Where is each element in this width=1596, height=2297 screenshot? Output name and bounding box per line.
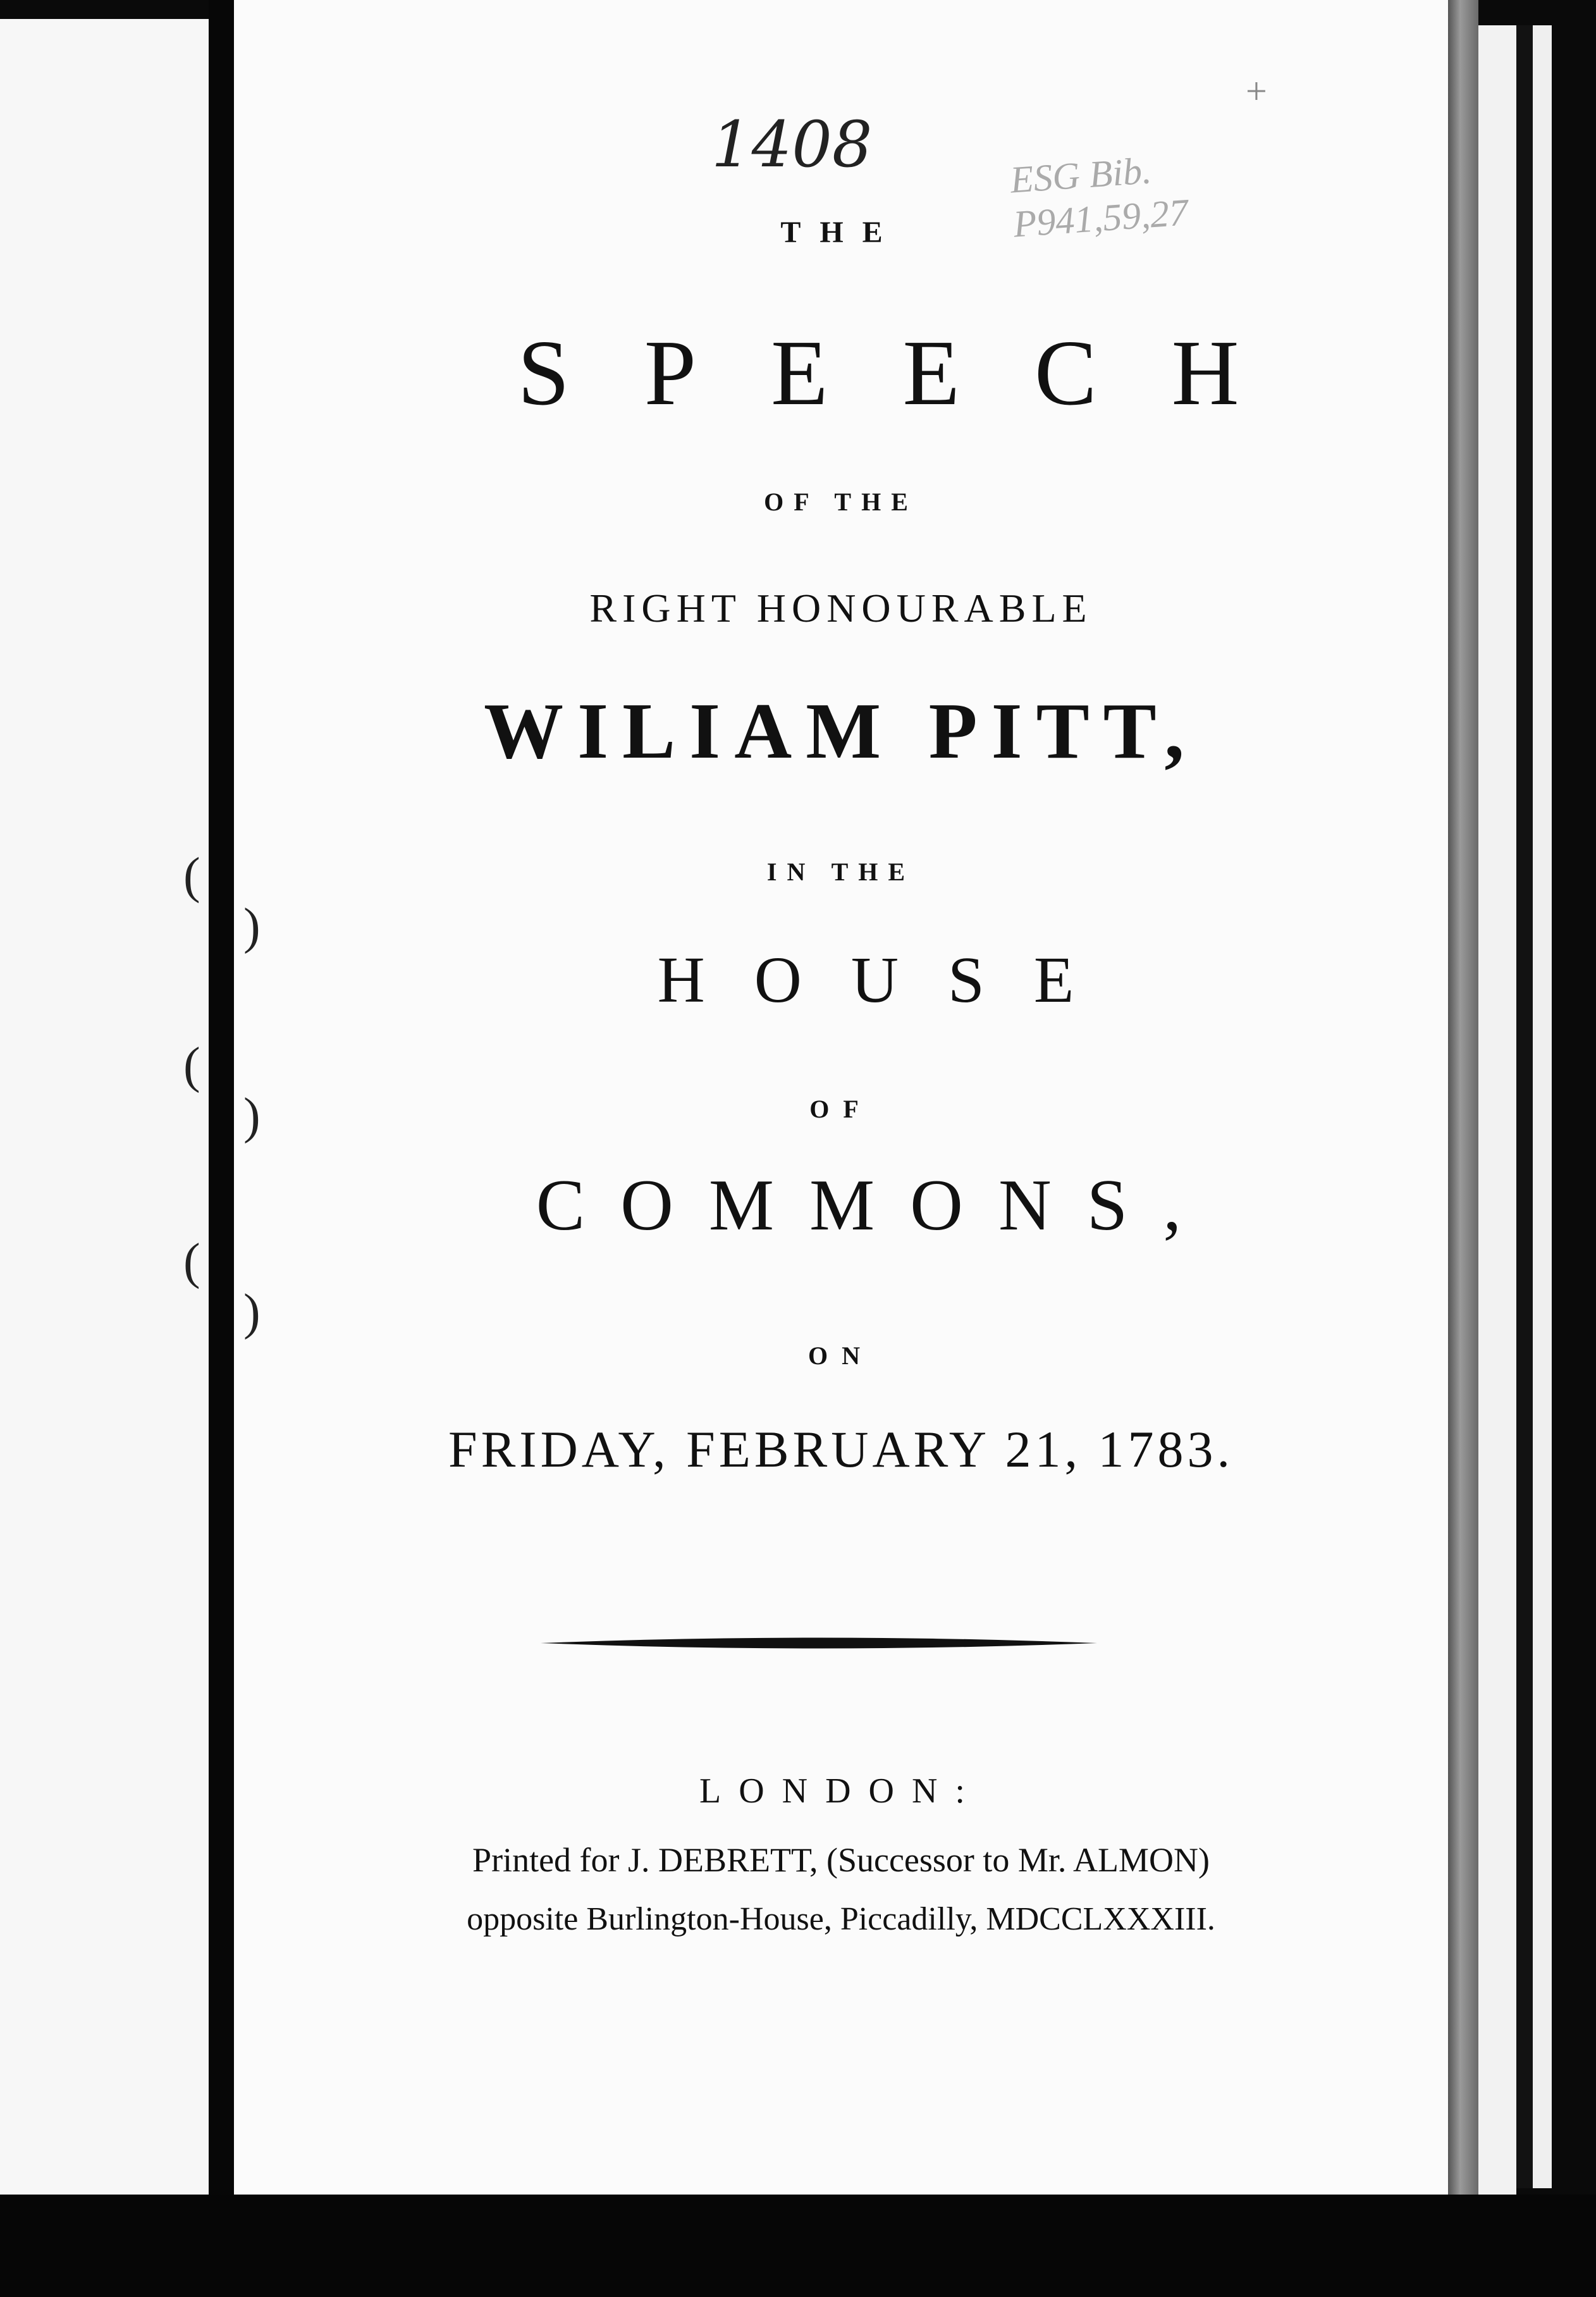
handwritten-number: 1408 [711,108,873,182]
title-date: FRIDAY, FEBRUARY 21, 1783. [448,1420,1234,1478]
library-stamp-line: ESG Bib. [1009,149,1153,201]
title-name: WILIAM PITT, [484,687,1198,775]
margin-mark: ) [243,1088,261,1144]
margin-mark: ( [183,1038,200,1093]
title-house: HOUSE [657,944,1124,1016]
title-speech: SPEECH [517,321,1314,425]
page-edge [1533,25,1552,2188]
title-on: ON [808,1341,874,1370]
imprint-line-1: Printed for J. DEBRETT, (Successor to Mr. ALMON) [472,1841,1210,1879]
title-commons: COMMONS, [536,1165,1217,1246]
margin-mark: ) [243,899,261,954]
title-in-the: IN THE [766,858,916,886]
left-page [0,19,209,2195]
imprint-city: LONDON: [699,1771,983,1811]
title-right-honourable: RIGHT HONOURABLE [589,586,1093,631]
title-of: OF [809,1095,873,1123]
imprint-line-2: opposite Burlington-House, Piccadilly, MDCCLXXXIII. [467,1901,1215,1937]
ornamental-rule [541,1634,1097,1653]
title-the: THE [780,216,902,249]
library-stamp-line: P941,59,27 [1012,191,1190,245]
margin-mark: ( [183,848,200,904]
scan-border [0,2195,1596,2297]
title-of-the: OF THE [764,488,918,516]
margin-mark: ( [183,1234,200,1290]
plus-mark: + [1246,70,1267,112]
margin-mark: ) [243,1284,261,1340]
book-gutter [209,0,234,2297]
